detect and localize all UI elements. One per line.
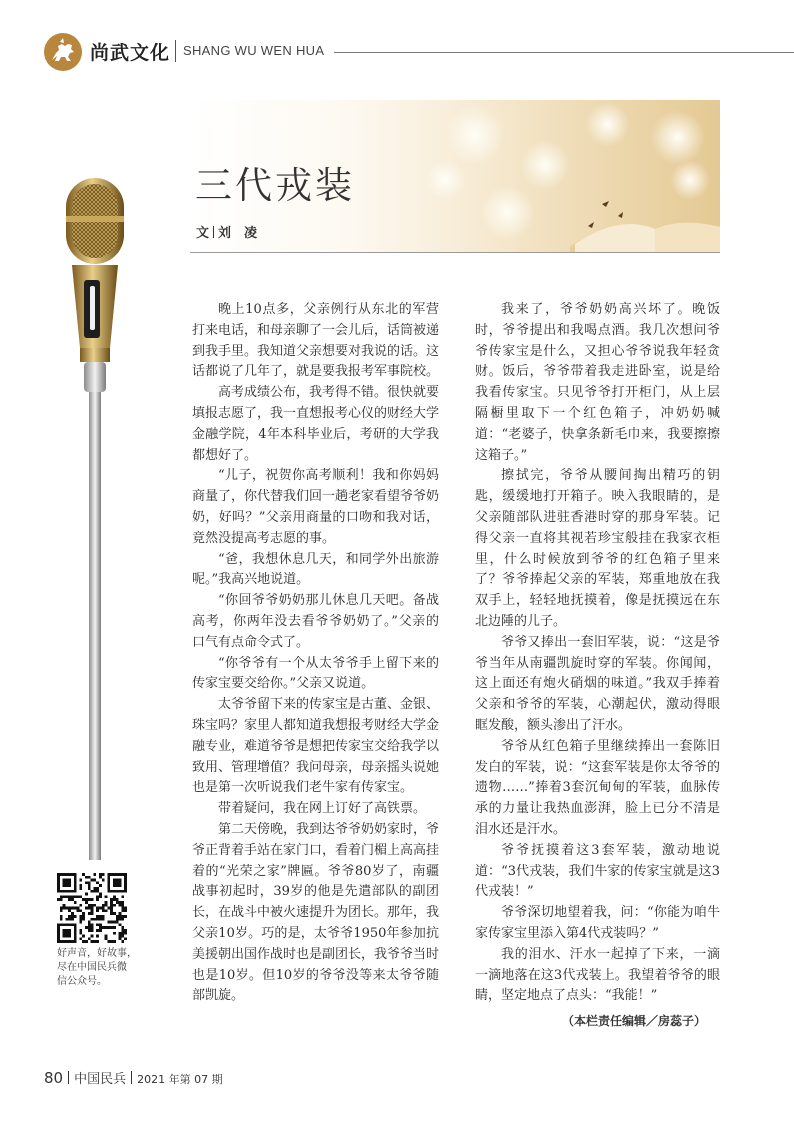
- paragraph: 爷爷又捧出一套旧军装，说：“这是爷爷当年从南疆凯旋时穿的军装。你闻闻，这上面还有炮火硝烟的味道。”我双手捧着父亲和爷爷的军装，心潮起伏，激动得眼眶发酸，额头渗出了汗水。: [475, 634, 720, 733]
- header-rule: [334, 52, 794, 53]
- qr-caption: [57, 947, 147, 989]
- article-column-left: [192, 300, 439, 1007]
- article-column-right: [475, 300, 720, 1007]
- footer-divider: [131, 1071, 132, 1084]
- paragraph: 高考成绩公布，我考得不错。很快就要填报志愿了，我一直想报考心仪的财经大学金融学院，4年本科毕业后，考研的大学我都想好了。: [192, 385, 440, 463]
- article-byline: [196, 222, 257, 241]
- open-book-icon: [560, 186, 720, 252]
- paragraph: 爷爷抚摸着这3套军装，激动地说道：“3代戎装，我们牛家的传家宝就是这3代戎装！”: [475, 842, 720, 900]
- magazine-name: 中国民兵: [74, 1072, 127, 1087]
- banner-rule: [190, 252, 720, 253]
- paragraph: 第二天傍晚，我到达爷爷奶奶家时，爷爷正背着手站在家门口，看着门楣上高高挂着的“光荣之家”牌匾。爷爷80岁了，南疆战事初起时，39岁的他是先遣部队的副团长，在战斗中被火速提升为团长。那年，我父亲10岁。巧的是，太爷爷1950年参加抗美援朝出国作战时也是副团长，我爷爷当时也是10岁。但10岁的爷爷没等来太爷爷随部凯旋。: [192, 821, 440, 1004]
- paragraph: “儿子，祝贺你高考顺利！我和你妈妈商量了，你代替我们回一趟老家看望爷爷奶奶，好吗？”父亲用商量的口吻和我对话，竟然没提高考志愿的事。: [192, 468, 440, 546]
- byline-divider: [213, 226, 214, 238]
- paragraph: 爷爷从红色箱子里继续捧出一套陈旧发白的军装，说：“这套军装是你太爷爷的遗物……”捧着3套沉甸甸的军装，血脉传承的力量让我热血澎湃，脸上已分不清是泪水还是汗水。: [475, 738, 720, 837]
- author-name: 刘 凌: [218, 226, 258, 241]
- warrior-horse-icon: [44, 33, 82, 71]
- editor-note: （本栏责任编辑／房蕊子）: [562, 1014, 707, 1028]
- qr-caption-line: 信公众号。: [57, 976, 107, 987]
- qr-caption-line: 尽在中国民兵微: [57, 962, 127, 973]
- issue-label: 2021 年第 07 期: [137, 1073, 223, 1086]
- footer-divider: [68, 1071, 69, 1084]
- page-footer: [44, 1068, 223, 1087]
- section-title: 尚武文化: [90, 42, 171, 64]
- paragraph: 带着疑问，我在网上订好了高铁票。: [218, 801, 427, 817]
- paragraph: “你回爷爷奶奶那儿休息几天吧。备战高考，你两年没去看爷爷奶奶了。”父亲的口气有点命令式了。: [192, 593, 439, 650]
- section-header: [44, 32, 794, 72]
- paragraph: 我来了，爷爷奶奶高兴坏了。晚饭时，爷爷提出和我喝点酒。我几次想问爷爷传家宝是什么，又担心爷爷说我年轻贪财。饭后，爷爷带着我走进卧室，说是给我看传家宝。只见爷爷打开柜门，从上层隔橱里取下一个红色箱子，冲奶奶喊道：“老婆子，快拿条新毛巾来，我要擦擦这箱子。”: [475, 302, 720, 463]
- paragraph: “爸，我想休息几天，和同学外出旅游呢。”我高兴地说道。: [192, 551, 439, 588]
- paragraph: 我的泪水、汗水一起掉了下来，一滴一滴地落在这3代戎装上。我望着爷爷的眼睛，坚定地点了点头：“我能！”: [475, 946, 720, 1004]
- qr-code-icon[interactable]: [57, 873, 127, 943]
- page-number: 80: [44, 1069, 64, 1087]
- microphone-illustration: [60, 170, 130, 860]
- paragraph: “你爷爷有一个从太爷爷手上留下来的传家宝要交给你。”父亲又说道。: [192, 655, 439, 692]
- paragraph: 擦拭完，爷爷从腰间掏出精巧的钥匙，缓缓地打开箱子。映入我眼睛的，是父亲随部队进驻香港时穿的那身军装。记得父亲一直将其视若珍宝般挂在我家衣柜里，什么时候放到爷爷的红色箱子里来了？爷爷捧起父亲的军装，郑重地放在我双手上，轻轻地抚摸着，像是抚摸远在东北边陲的儿子。: [475, 468, 720, 629]
- header-divider: [175, 40, 176, 62]
- section-title-pinyin: SHANG WU WEN HUA: [183, 43, 325, 58]
- paragraph: 爷爷深切地望着我，问：“你能为咱牛家传家宝里添入第4代戎装吗？”: [475, 905, 720, 941]
- paragraph: 晚上10点多，父亲例行从东北的军营打来电话，和母亲聊了一会儿后，话筒被递到我手里。我知道父亲想要对我说的话。这话都说了几年了，就是要我报考军事院校。: [192, 302, 440, 380]
- byline-prefix: 文: [196, 226, 210, 241]
- article-title: 三代戎装: [195, 164, 355, 207]
- paragraph: 太爷爷留下来的传家宝是古董、金银、珠宝吗？家里人都知道我想报考财经大学金融专业，难道爷爷是想把传家宝交给我学以致用、管理增值？我问母亲，母亲摇头说她也是第一次听说我们老牛家有传家宝。: [192, 697, 440, 796]
- qr-caption-line: 好声音，好故事，: [57, 948, 137, 959]
